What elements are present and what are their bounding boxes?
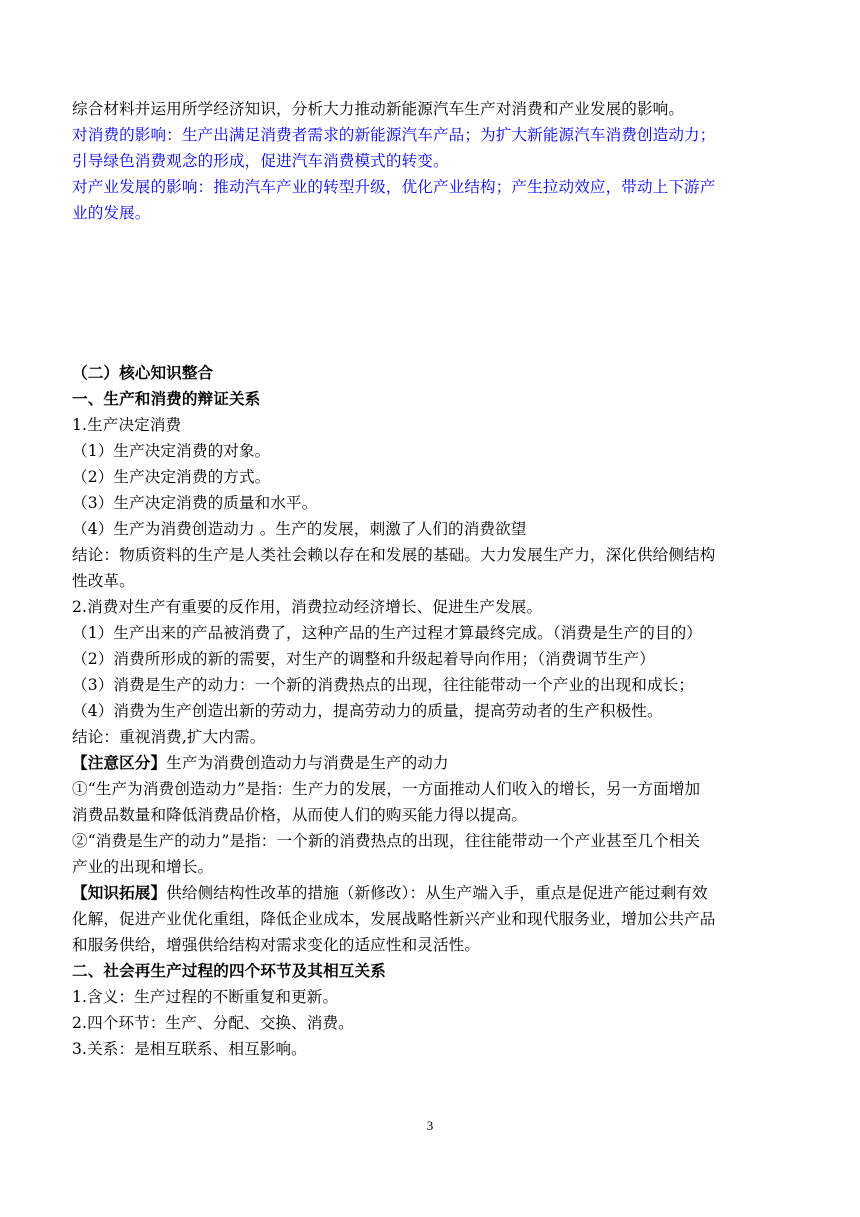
s1-point-2-item-1: （1）生产出来的产品被消费了，这种产品的生产过程才算最终完成。（消费是生产的目的） — [72, 624, 702, 642]
blank-space — [72, 226, 792, 360]
note-2-line-2: 产业的出现和增长。 — [72, 858, 214, 876]
s1-point-2-item-3: （3）消费是生产的动力：一个新的消费热点的出现，往往能带动一个产业的出现和成长； — [72, 676, 695, 694]
s1-point-1-item-3: （3）生产决定消费的质量和水平。 — [72, 494, 318, 512]
section-1-title: 一、生产和消费的辩证关系 — [72, 390, 261, 408]
answer-consumption-line-1: 对消费的影响：生产出满足消费者需求的新能源汽车产品；为扩大新能源汽车消费创造动力； — [72, 126, 716, 144]
s1-point-1-item-2: （2）生产决定消费的方式。 — [72, 468, 271, 486]
s1-point-1-item-1: （1）生产决定消费的对象。 — [72, 442, 271, 460]
s1-conclusion-1-line-1: 结论：物质资料的生产是人类社会赖以存在和发展的基础。大力发展生产力，深化供给侧结构 — [72, 546, 716, 564]
extension-label: 【知识拓展】 — [72, 884, 167, 902]
core-heading: （二）核心知识整合 — [72, 364, 214, 382]
question-text: 综合材料并运用所学经济知识，分析大力推动新能源汽车生产对消费和产业发展的影响。 — [72, 100, 685, 118]
note-1-line-2: 消费品数量和降低消费品价格，从而使人们的购买能力得以提高。 — [72, 806, 528, 824]
s1-point-2-item-2: （2）消费所形成的新的需要，对生产的调整和升级起着导向作用；（消费调节生产） — [72, 650, 655, 668]
extension-line-2: 化解，促进产业优化重组，降低企业成本，发展战略性新兴产业和现代服务业，增加公共产品 — [72, 910, 716, 928]
answer-consumption-line-2: 引导绿色消费观念的形成，促进汽车消费模式的转变。 — [72, 152, 449, 170]
s1-point-1: 1.生产决定消费 — [72, 416, 182, 434]
extension-line-3: 和服务供给，增强供给结构对需求变化的适应性和灵活性。 — [72, 936, 481, 954]
note-2-line-1: ②“消费是生产的动力”是指：一个新的消费热点的出现，往往能带动一个产业甚至几个相关 — [72, 832, 701, 850]
s2-point-1: 1.含义：生产过程的不断重复和更新。 — [72, 988, 339, 1006]
s2-point-2: 2.四个环节：生产、分配、交换、消费。 — [72, 1014, 354, 1032]
document-page — [72, 96, 792, 1062]
s1-point-2: 2.消费对生产有重要的反作用，消费拉动经济增长、促进生产发展。 — [72, 598, 543, 616]
note-text: 生产为消费创造动力与消费是生产的动力 — [166, 754, 449, 772]
note-1-line-1: ①“生产为消费创造动力”是指：生产力的发展，一方面推动人们收入的增长，另一方面增加 — [72, 780, 701, 798]
s2-point-3: 3.关系：是相互联系、相互影响。 — [72, 1040, 307, 1058]
note-line — [72, 750, 792, 776]
note-label: 【注意区分】 — [72, 754, 167, 772]
section-2-title: 二、社会再生产过程的四个环节及其相互关系 — [72, 962, 386, 980]
s1-point-1-item-4: （4）生产为消费创造动力 。生产的发展，刺激了人们的消费欲望 — [72, 520, 527, 538]
answer-industry-line-1: 对产业发展的影响：推动汽车产业的转型升级，优化产业结构；产生拉动效应，带动上下游产 — [72, 178, 716, 196]
page-number: 3 — [426, 1118, 434, 1133]
extension-text: 供给侧结构性改革的措施（新修改）：从生产端入手，重点是促进产能过剩有效 — [166, 884, 708, 902]
s1-conclusion-2: 结论：重视消费,扩大内需。 — [72, 728, 266, 746]
s1-point-2-item-4: （4）消费为生产创造出新的劳动力，提高劳动力的质量，提高劳动者的生产积极性。 — [72, 702, 663, 720]
extension-line-1 — [72, 880, 792, 906]
answer-industry-line-2: 业的发展。 — [72, 204, 151, 222]
s1-conclusion-1-line-2: 性改革。 — [72, 572, 135, 590]
